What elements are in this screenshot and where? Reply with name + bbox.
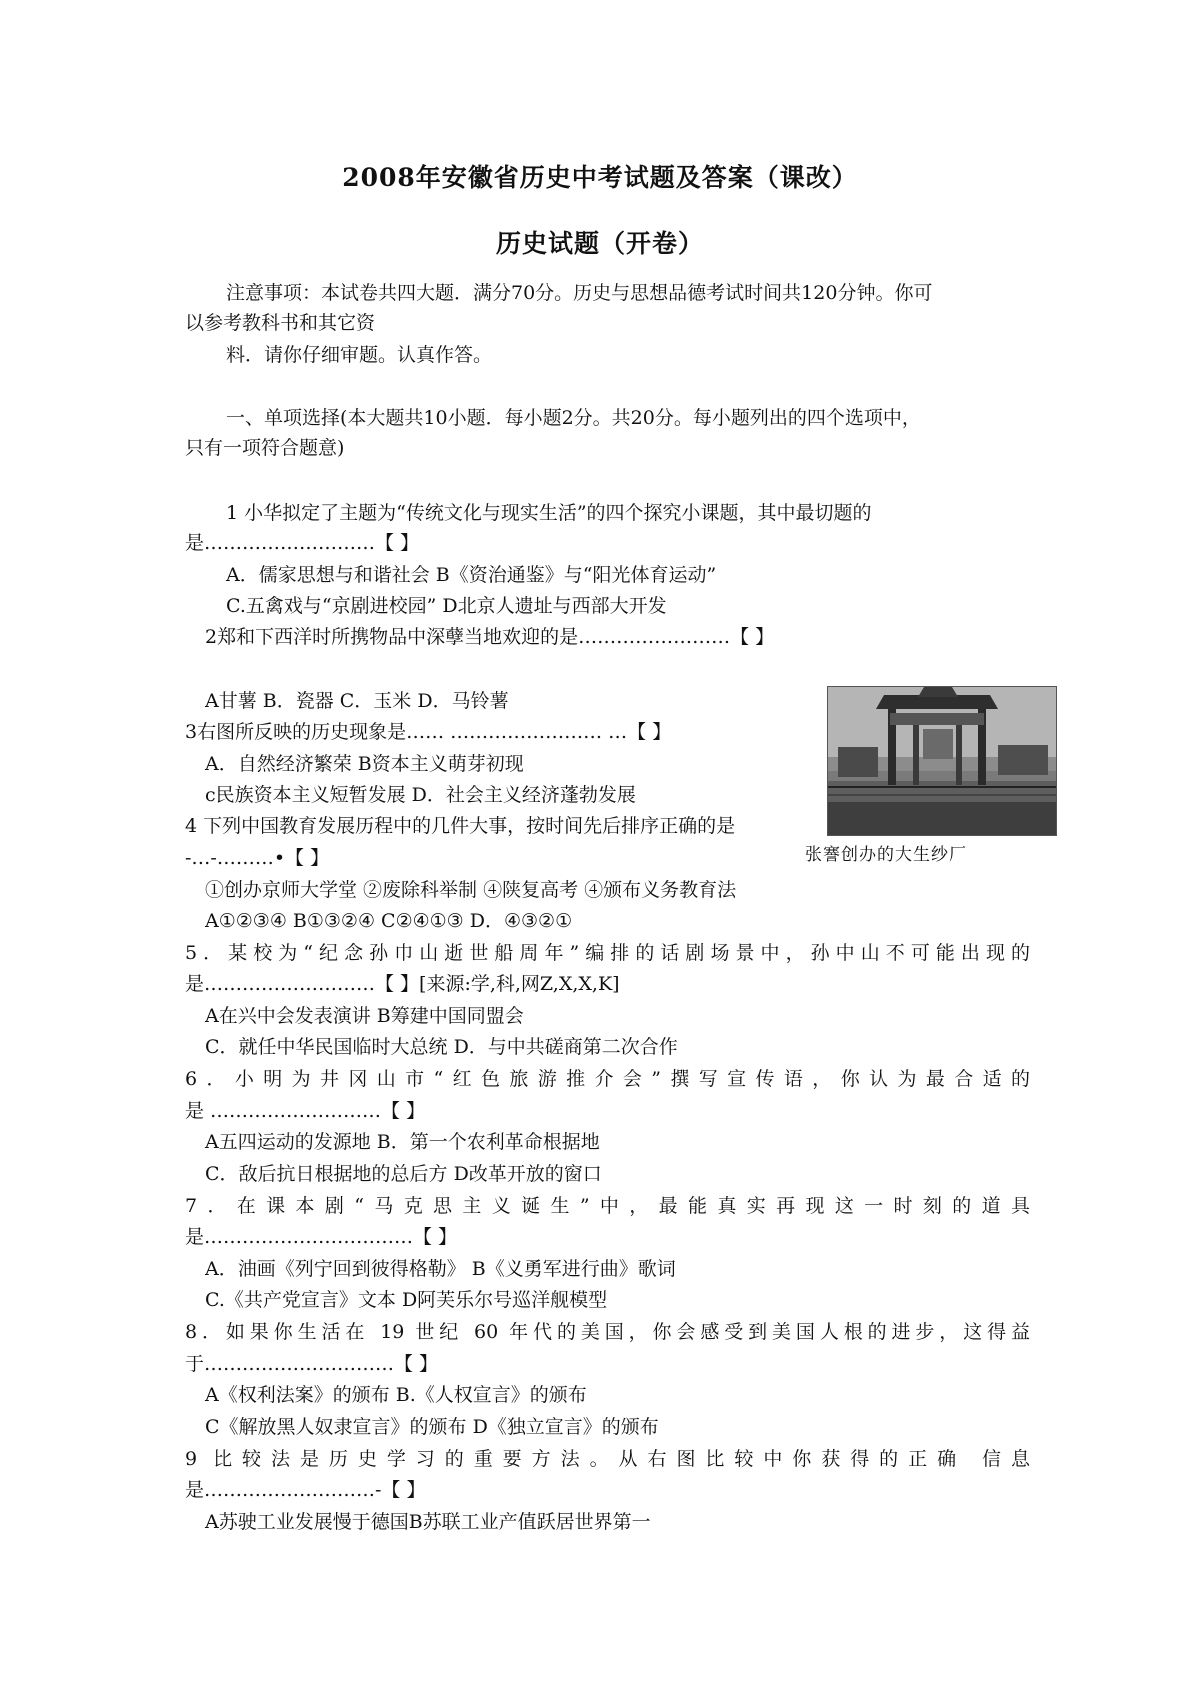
page-subtitle: 历史试题（开卷） — [495, 229, 704, 258]
notice-line-1: 注意事项：本试卷共四大题．满分70分。历史与思想品德考试时间共120分钟。你可 — [226, 282, 933, 304]
question-2-stem: 2郑和下西洋时所携物品中深孽当地欢迎的是……………………【 】 — [205, 626, 775, 648]
question-3-options-cd: c民族资本主义短暂发展 D．社会主义经济蓬勃发展 — [205, 784, 636, 806]
question-8-stem: 8．如果你生活在 19 世纪 60 年代的美国，你会感受到美国人根的进步，这得益 — [185, 1321, 1030, 1343]
question-9-stem: 9 比较法是历史学习的重要方法。从右图比较中你获得的正确 信息 — [185, 1448, 1030, 1470]
question-3-stem: 3右图所反映的历史现象是…… …………………… …【 】 — [185, 721, 672, 743]
factory-photo — [827, 686, 1057, 836]
question-5-stem: 5．某校为“纪念孙巾山逝世船周年”编排的话剧场景中，孙中山不可能出现的 — [185, 942, 1030, 964]
question-1-options-cd: C.五禽戏与“京剧进校园” D北京人遗址与西部大开发 — [226, 595, 667, 617]
question-7-options-ab: A．油画《列宁回到彼得格勒》 B《义勇军进行曲》歌词 — [205, 1258, 676, 1280]
question-1-stem-cont: 是………………………【 】 — [185, 532, 420, 554]
question-1-stem: 1 小华拟定了主题为“传统文化与现实生活”的四个探究小课题，其中最切题的 — [226, 502, 872, 524]
question-4-items: ①创办京师大学堂 ②废除科举制 ④陕复高考 ④颁布义务教育法 — [205, 879, 737, 901]
question-1-options-ab: A．儒家思想与和谐社会 B《资治通鉴》与“阳光体育运动” — [226, 564, 717, 586]
question-6-stem: 6．小明为井冈山市“红色旅游推介会”撰写宣传语，你认为最合适的 — [185, 1068, 1030, 1090]
question-4-stem: 4 下列中国教育发展历程中的几件大事，按时间先后排序正确的是 — [185, 815, 736, 837]
question-4-stem-cont: -…-………•【 】 — [185, 847, 330, 869]
question-8-options-ab: A《权利法案》的颁布 B.《人权宣言》的颁布 — [205, 1384, 587, 1406]
photo-caption: 张謇创办的大生纱厂 — [805, 845, 967, 865]
question-7-options-cd: C.《共产党宣言》文本 D阿芙乐尔号巡洋舰模型 — [205, 1289, 608, 1311]
question-6-stem-cont: 是 ………………………【 】 — [185, 1100, 426, 1122]
page-title: 2008年安徽省历史中考试题及答案（课改） — [342, 163, 858, 192]
question-5-stem-cont: 是………………………【 】[来源:学,科,网Z,X,X,K] — [185, 973, 620, 995]
notice-line-3: 料．请你仔细审题。认真作答。 — [226, 344, 493, 366]
section-1-heading: 一、单项选择(本大题共10小题．每小题2分。共20分。每小题列出的四个选项中， — [226, 407, 921, 429]
question-7-stem: 7．在课本剧“马克思主义诞生”中，最能真实再现这一时刻的道具 — [185, 1195, 1030, 1217]
factory-photo-image — [828, 687, 1056, 835]
question-5-options-cd: C．就任中华民国临时大总统 D．与中共磋商第二次合作 — [205, 1036, 678, 1058]
question-2-options: A甘薯 B．瓷器 C．玉米 D．马铃薯 — [205, 690, 509, 712]
question-4-options: A①②③④ B①③②④ C②④①③ D．④③②① — [205, 910, 573, 932]
question-5-options-ab: A在兴中会发表演讲 B筹建中国同盟会 — [205, 1005, 524, 1027]
section-1-heading-cont: 只有一项符合题意) — [185, 437, 345, 459]
question-6-options-cd: C．敌后抗日根据地的总后方 D改革开放的窗口 — [205, 1163, 602, 1185]
question-8-options-cd: C《解放黑人奴隶宣言》的颁布 D《独立宣言》的颁布 — [205, 1416, 659, 1438]
question-7-stem-cont: 是……………………………【 】 — [185, 1226, 458, 1248]
question-9-options-ab: A苏驶工业发展慢于德国B苏联工业产值跃居世界第一 — [205, 1511, 651, 1533]
notice-line-2: 以参考教科书和其它资 — [185, 312, 376, 334]
question-6-options-ab: A五四运动的发源地 B．第一个农利革命根据地 — [205, 1131, 600, 1153]
question-9-stem-cont: 是………………………-【 】 — [185, 1479, 426, 1501]
question-3-options-ab: A．自然经济繁荣 B资本主义萌芽初现 — [205, 753, 524, 775]
question-8-stem-cont: 于…………………………【 】 — [185, 1353, 439, 1375]
